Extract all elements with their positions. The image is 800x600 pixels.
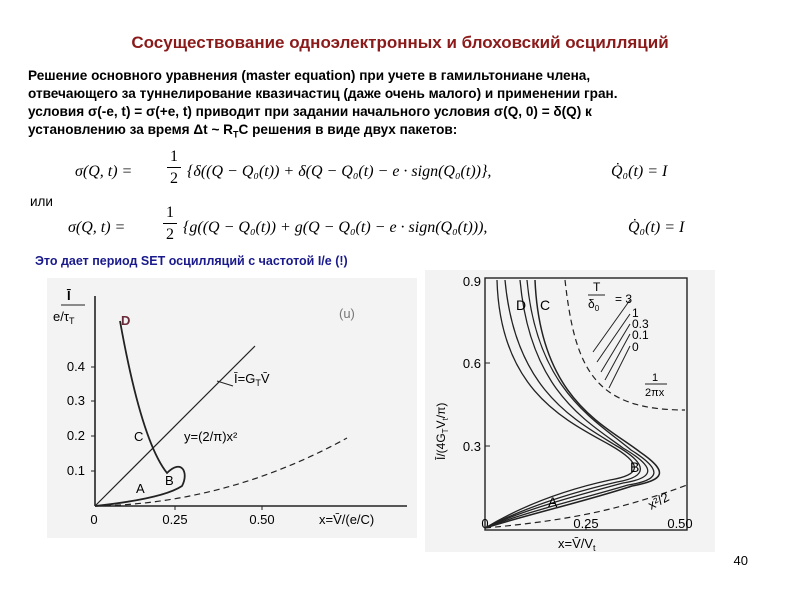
left-xtick-label: 0.50: [249, 512, 275, 527]
intro-line-start: установлению за время Δt ~ R: [28, 122, 233, 137]
intro-line-subscript: T: [233, 129, 239, 140]
equation-2: [68, 203, 728, 255]
equation-1-body: {δ((Q − Q₀(t)) + δ(Q − Q₀(t) − e · sign(Q₀(t))},: [187, 163, 492, 180]
right-xtick-label: 0.50: [667, 516, 693, 531]
right-ytick-label: 0.6: [462, 356, 481, 371]
right-point-d-label: D: [516, 297, 527, 313]
right-asymptote-den: 2πx: [645, 387, 665, 399]
intro-line: Решение основного уравнения (master equation) при учете в гамильтониане члена,: [28, 68, 591, 83]
left-ylabel-den: $e/\tau_T$: [53, 309, 75, 326]
left-point-a-label: A: [136, 481, 145, 496]
left-ytick-label: 0.3: [66, 393, 85, 408]
equation-2-fraction: [163, 203, 177, 246]
left-point-b-label: B: [165, 473, 174, 488]
right-ylabel: $Ī/(4G_TV_t/\pi)$: [434, 402, 450, 460]
left-figure: [47, 278, 417, 538]
right-param-value: 0.3: [632, 317, 649, 331]
left-point-c-label: C: [134, 429, 144, 444]
right-ytick-label: 0.3: [462, 439, 481, 454]
equation-1-lhs: σ(Q, t) =: [75, 163, 133, 180]
right-param-num: T: [593, 280, 601, 294]
intro-line: отвечающего за туннелирование квазичастиц (даже очень малого) и применении гран.: [28, 86, 618, 101]
right-xlabel: $x=V̄/V_t$: [558, 536, 596, 552]
left-panel-label: (u): [339, 306, 355, 321]
right-point-a-label: A: [548, 494, 558, 510]
equation-1-fraction-den: 2: [170, 170, 178, 187]
left-line-label: $Ī=G_TV̄$: [234, 371, 270, 388]
left-point-d-label: D: [121, 313, 131, 328]
equation-2-body: {g((Q − Q₀(t)) + g(Q − Q₀(t) − e · sign(Q₀(t))),: [183, 219, 488, 236]
right-figure: [425, 270, 715, 552]
equation-2-fraction-den: 2: [166, 226, 174, 243]
intro-line: условия σ(-e, t) = σ(+e, t) приводит при задании начального условия σ(Q, 0) = δ(Q) к: [28, 104, 592, 119]
set-note: Это дает период SET осцилляций с частотой I/e (!): [35, 254, 348, 268]
left-ytick-label: 0.2: [66, 428, 85, 443]
right-param-value: 0.1: [632, 328, 649, 342]
equation-1: [75, 147, 715, 199]
equation-1-fraction: [167, 147, 181, 190]
intro-line-end: C решения в виде двух пакетов:: [238, 122, 458, 137]
right-asymptote-num: 1: [652, 372, 659, 384]
equation-2-rhs: Q̇₀(t) = I: [628, 219, 685, 236]
left-ytick-label: 0.1: [66, 463, 85, 478]
right-xtick-label: 0: [481, 516, 489, 531]
right-param-value: = 3: [615, 292, 633, 306]
intro-line: [28, 121, 728, 144]
left-parabola-label: y=(2/π)x²: [184, 429, 238, 444]
left-xtick-label: 0: [90, 512, 98, 527]
intro-paragraph: [28, 67, 728, 144]
right-ytick-label: 0.9: [462, 274, 481, 289]
right-param-value: 0: [632, 340, 639, 354]
right-parabola-label: x²/2: [645, 489, 672, 513]
right-point-c-label: C: [540, 297, 551, 313]
right-xtick-label: 0.25: [573, 516, 599, 531]
or-word: или: [30, 194, 53, 209]
left-ytick-label: 0.4: [66, 359, 85, 374]
slide-title: Сосуществование одноэлектронных и блоховский осцилляций: [131, 33, 669, 52]
equation-2-lhs: σ(Q, t) =: [68, 219, 126, 236]
left-xlabel: x=V̄/(e/C): [319, 512, 375, 527]
right-point-b-label: B: [630, 459, 640, 475]
right-param-value: 1: [632, 306, 639, 320]
left-ylabel-num: Ī: [67, 288, 71, 303]
equation-2-fraction-num: 1: [163, 203, 177, 224]
equation-1-rhs: Q̇₀(t) = I: [611, 163, 668, 180]
left-xtick-label: 0.25: [162, 512, 188, 527]
right-param-den: $\delta_0$: [588, 297, 600, 313]
page-number: 40: [733, 553, 748, 568]
equation-1-fraction-num: 1: [167, 147, 181, 168]
